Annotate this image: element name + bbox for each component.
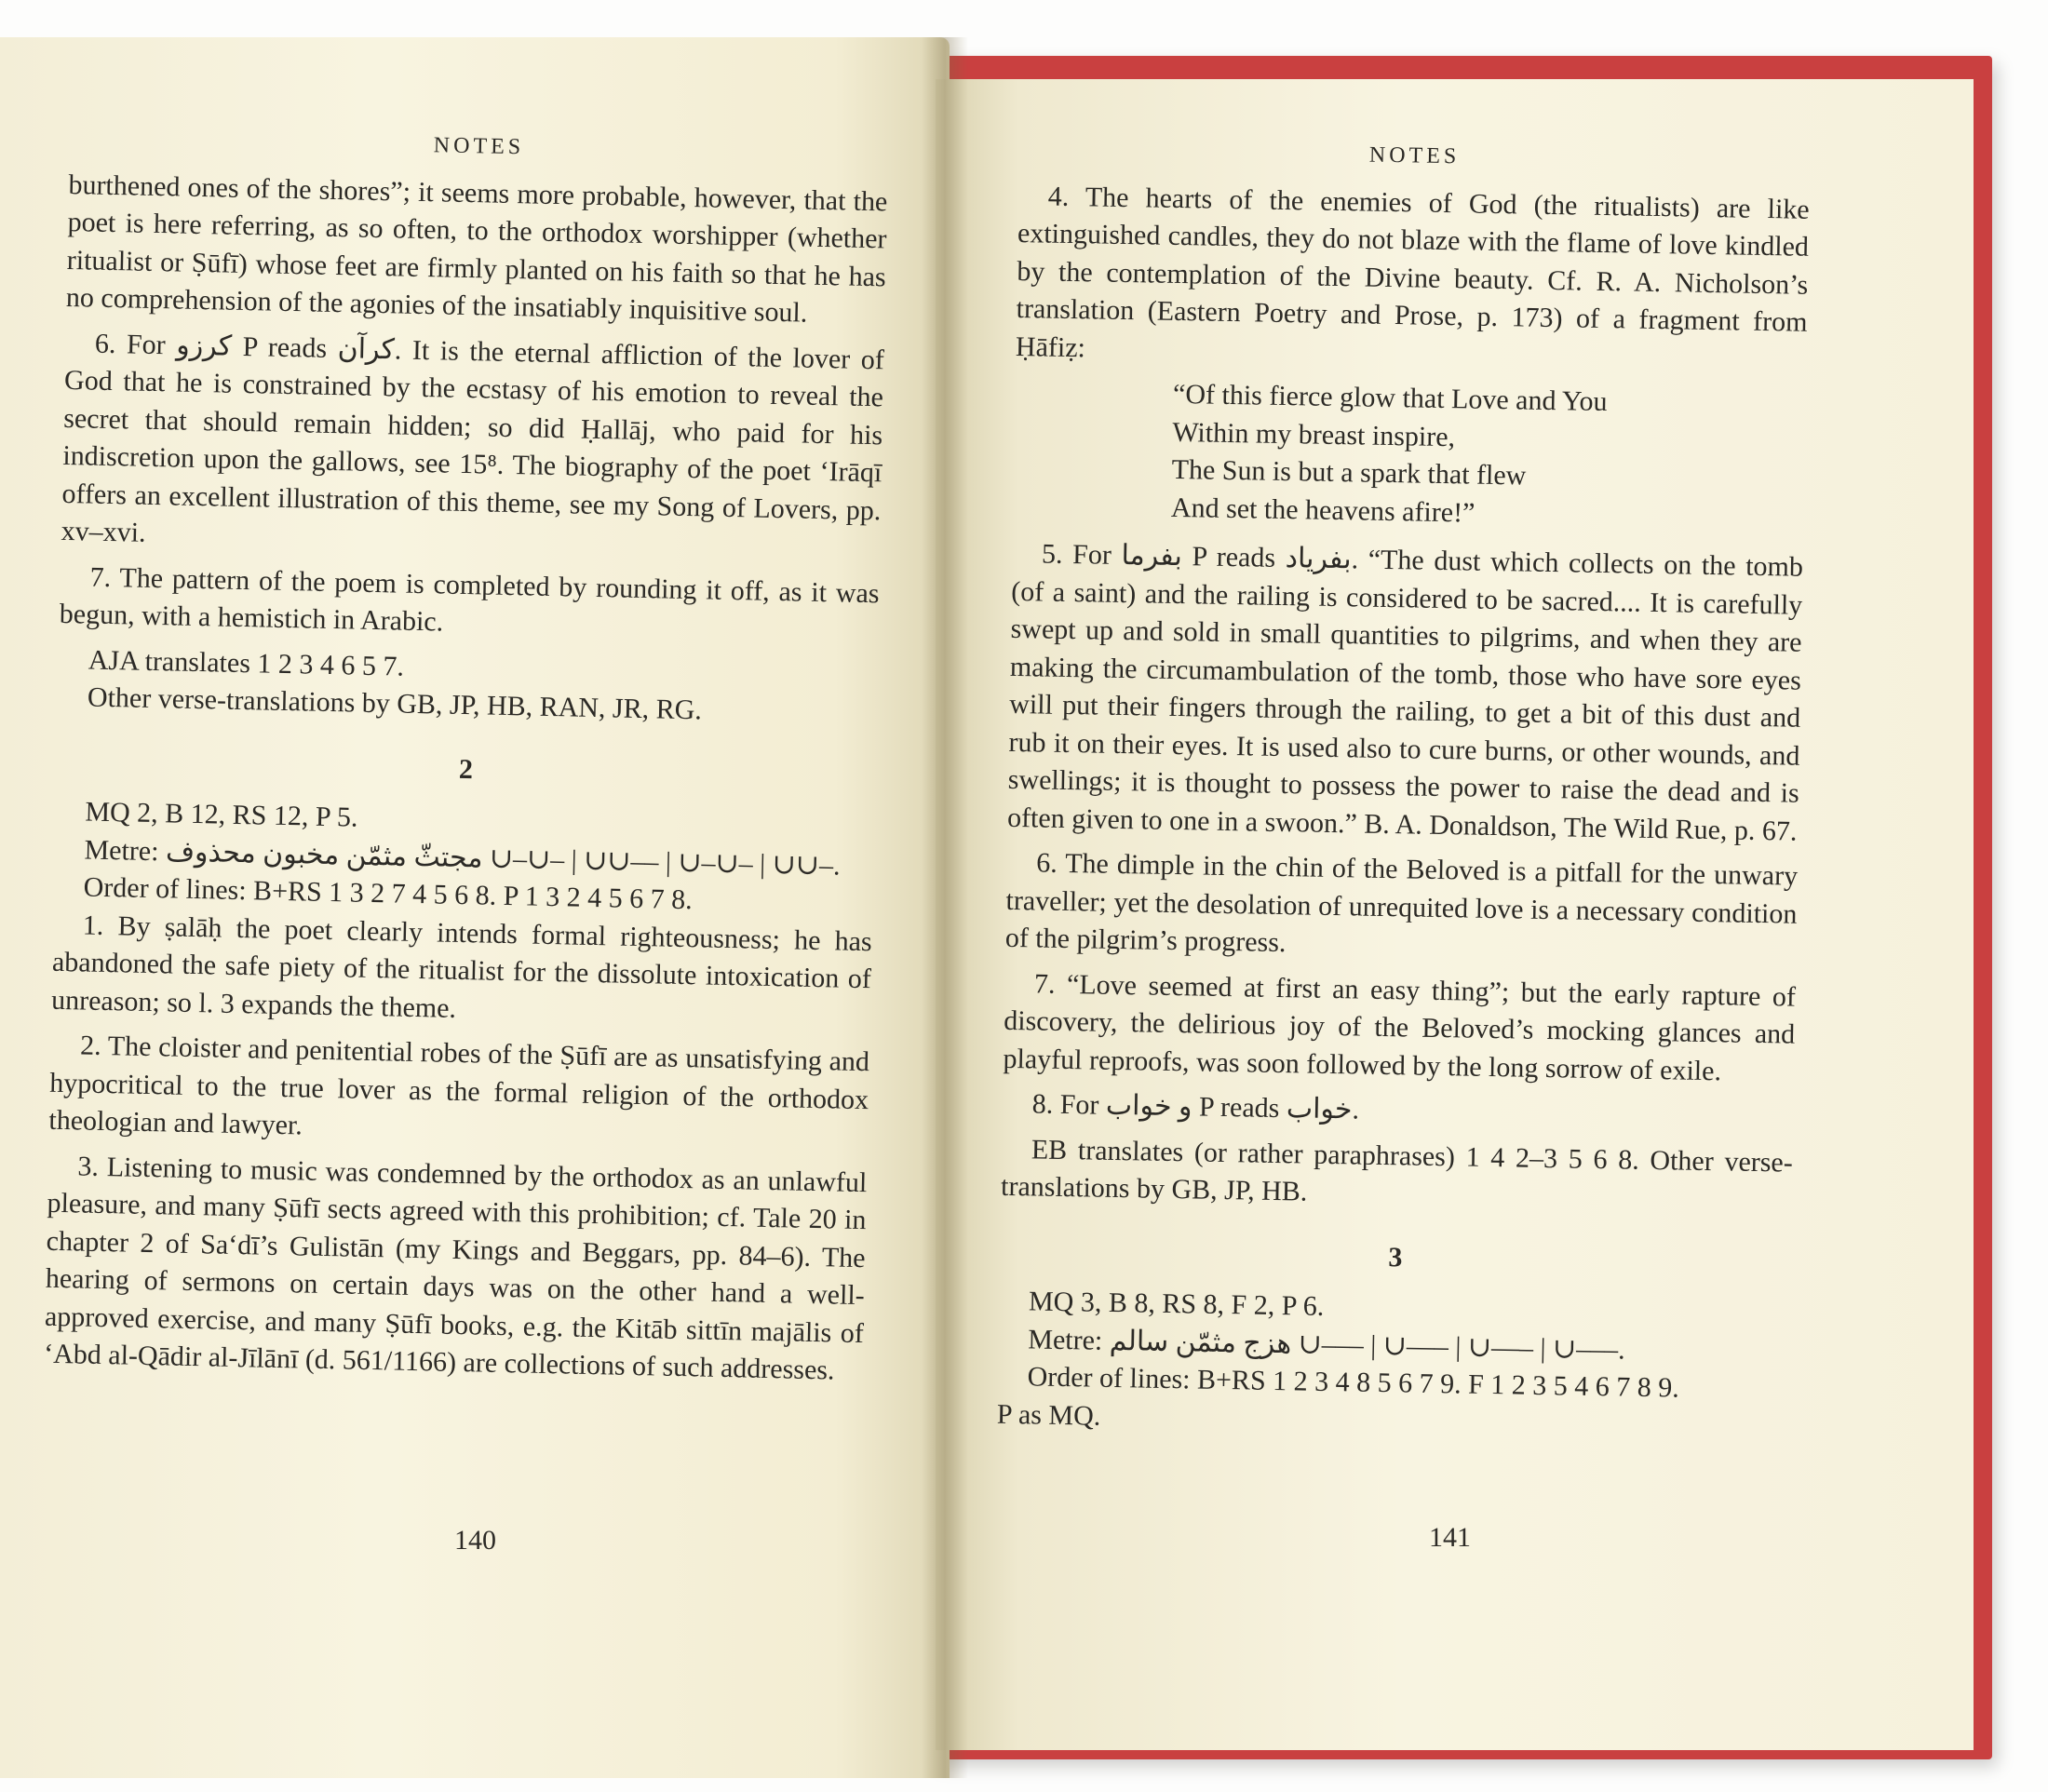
aja-translation-line: AJA translates 1 2 3 4 6 5 7. bbox=[88, 644, 405, 682]
book-gutter bbox=[922, 37, 968, 1778]
section-number: 3 bbox=[1388, 1241, 1403, 1273]
note-6: 6. The dimple in the chin of the Beloved is a pitfall for the unwary traveller; yet the desolation of unrequited love is a necessary condition of the pilgrim’s progress. bbox=[1004, 847, 1799, 959]
verse-line: “Of this fierce glow that Love and You bbox=[1172, 378, 1608, 418]
note-3: 3. Listening to music was condemned by the orthodox as an unlawful pleasure, and many Ṣūfī sects agreed with this prohibition; cf. Tale 20 in chapter 2 of Sa‘dī’s Gulistān (my Kings and Beggars, pp. 84–6). The hearing of sermons on certain days was on the other hand a well-approved exercise, and many Ṣūfī books, e.g. the Kitāb sittīn majālis of ‘Abd al-Qādir al-Jīlānī (d. 561/1166) are collections of such addresses. bbox=[43, 1150, 868, 1386]
note-6: 6. For كرزو P reads كرآن. It is the eternal affliction of the lover of God that he is constrained by the ecstasy of his emotion to reveal the secret that should remain hidden; so did Ḥallāj, who paid for his indiscretion upon the gallows, see 15⁸. The biography of the poet ‘Irāqī offers an excellent illustration of this theme, see my Song of Lovers, pp. xv–xvi. bbox=[61, 328, 885, 548]
p-as-mq-line: P as MQ. bbox=[996, 1398, 1101, 1432]
verse-line: And set the heavens afire!” bbox=[1170, 492, 1475, 529]
note-7: 7. “Love seemed at first an easy thing”; but the early rapture of discovery, the delirious joy of the Beloved’s mocking glances and playful reproofs, was soon followed by the long sorrow of exile. bbox=[1003, 967, 1797, 1086]
note-2: 2. The cloister and penitential robes of the Ṣūfī are as unsatisfying and hypocritical to the true lover as the formal religion of the orthodox theologian and lawyer. bbox=[48, 1030, 870, 1141]
order-of-lines: Order of lines: B+RS 1 2 3 4 8 5 6 7 9. F 1 2 3 5 4 6 7 8 9. bbox=[1027, 1361, 1680, 1404]
running-head-left: NOTES bbox=[433, 133, 525, 160]
right-text-column bbox=[996, 130, 1810, 1455]
note-5: 5. For بفرما P reads بفرياد. “The dust which collects on the tomb (of a saint) and the railing is considered to be sacred.... It is carefully swept up and sold in small quantities to pilgrims, and when they are making the circumambulation of the tomb, those who have sore eyes will put their fingers through the railing, to get a bit of this dust and rub it on their eyes. It is used also to cure burns, or other wounds, and swellings; it is thought to possess the power to raise the dead and is often given to one in a swoon.” B. A. Donaldson, The Wild Rue, p. 67. bbox=[1006, 538, 1804, 847]
note-4: 4. The hearts of the enemies of God (the ritualists) are like extinguished candles, they do not blaze with the flame of love kindled by the contemplation of the Divine beauty. Cf. R. A. Nicholson’s translation (Eastern Poetry and Prose, p. 173) of a fragment from Ḥāfiẓ: bbox=[1015, 181, 1810, 363]
note-1: 1. By ṣalāḥ the poet clearly intends formal righteousness; he has abandoned the safe piety of the ritualist for the dissolute intoxication of unreason; so l. 3 expands the theme. bbox=[50, 909, 873, 1024]
note-8: 8. For و خواب P reads خواب. bbox=[1031, 1088, 1360, 1125]
metre-line: Metre: مجتثّ مثمّن مخبون محذوف ∪–∪– | ∪∪–– | ∪–∪– | ∪∪–. bbox=[84, 834, 841, 882]
verse-quote bbox=[1171, 376, 1807, 538]
running-head-right: NOTES bbox=[1368, 142, 1461, 169]
section-number: 2 bbox=[458, 753, 474, 785]
page-number-right: 141 bbox=[1429, 1522, 1471, 1553]
continued-paragraph: burthened ones of the shores”; it seems more probable, however, that the poet is here referring, as so often, to the orthodox worshipper (whether ritualist or Ṣūfī) whose feet are firmly planted on his faith so that he has no comprehension of the agonies of the insatiably inquisitive soul. bbox=[65, 168, 888, 329]
other-translations-line: Other verse-translations by GB, JP, HB, RAN, JR, RG. bbox=[87, 681, 703, 726]
left-text-column bbox=[44, 119, 889, 1398]
verse-line: The Sun is but a spark that flew bbox=[1171, 453, 1527, 492]
order-of-lines: Order of lines: B+RS 1 3 2 7 4 5 6 8. P 1 3 2 4 5 6 7 8. bbox=[83, 871, 694, 916]
verse-line: Within my breast inspire, bbox=[1172, 416, 1456, 452]
eb-translation-line: EB translates (or rather paraphrases) 1 4 2–3 5 6 8. Other verse-translations by GB, JP, HB. bbox=[1000, 1133, 1794, 1207]
note-7: 7. The pattern of the poem is completed by rounding it off, as it was begun, with a hemistich in Arabic. bbox=[59, 561, 880, 638]
metre-line: Metre: هزج مثمّن سالم ∪––– | ∪––– | ∪––– | ∪–––. bbox=[1028, 1323, 1626, 1366]
sources-line: MQ 3, B 8, RS 8, F 2, P 6. bbox=[1028, 1286, 1325, 1322]
sources-line: MQ 2, B 12, RS 12, P 5. bbox=[85, 796, 358, 833]
page-number-left: 140 bbox=[454, 1525, 496, 1556]
